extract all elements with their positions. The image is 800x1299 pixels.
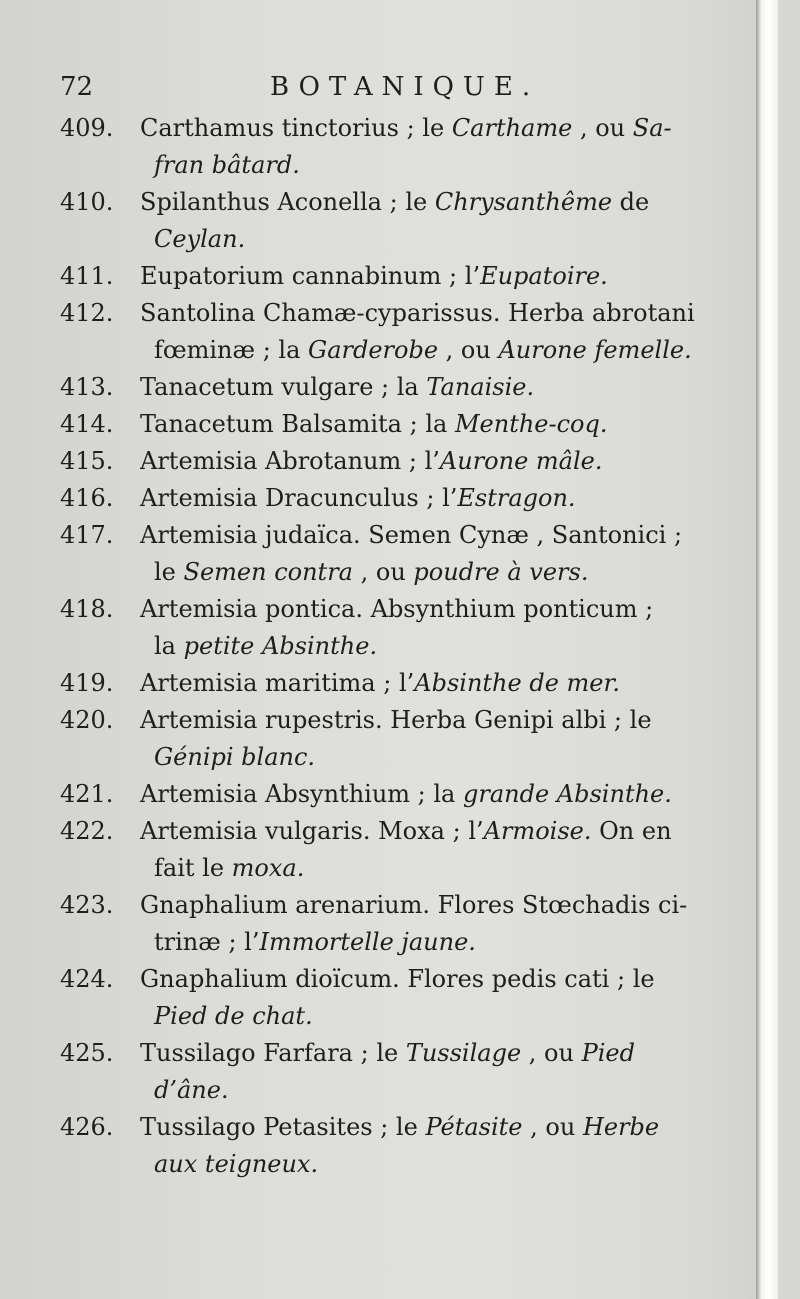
french-name: Absinthe de mer. (414, 669, 620, 697)
entry-text (140, 369, 720, 406)
entry-segment: fœminæ ; la (154, 336, 309, 364)
french-name: Armoise. (483, 817, 592, 845)
entry-number: 416. (60, 484, 114, 512)
entry-segment: Artemisia Abrotanum ; l’ (140, 447, 440, 475)
entry-number: 424. (60, 965, 114, 993)
entry-segment: , ou (572, 114, 633, 142)
entry-text (140, 1109, 720, 1183)
french-name: Carthame (451, 114, 573, 142)
list-item (60, 591, 720, 665)
entry-number: 422. (60, 817, 114, 845)
entry-segment: , ou (352, 558, 414, 586)
entry-segment: Gnaphalium dioïcum. Flores pedis cati ; le (140, 965, 655, 993)
list-item (60, 480, 720, 517)
entry-text (140, 295, 720, 369)
french-name: Eupatoire. (480, 262, 608, 290)
entry-line (140, 850, 716, 887)
entry-text (140, 776, 720, 813)
entry-segment: , ou (522, 1113, 583, 1141)
list-item (60, 369, 720, 406)
french-name: moxa. (231, 854, 305, 882)
french-name: Herbe (582, 1113, 660, 1141)
entry-number: 414. (60, 410, 114, 438)
entry-text (140, 480, 720, 517)
entry-line (140, 1072, 716, 1109)
french-name: aux teigneux. (154, 1150, 319, 1178)
french-name: Pied de chat. (154, 1002, 313, 1030)
list-item (60, 184, 720, 258)
entry-line (140, 1146, 716, 1183)
entry-line (140, 739, 716, 776)
entry-line (140, 480, 716, 517)
french-name: Génipi blanc. (154, 743, 316, 771)
page-header (60, 72, 660, 112)
entry-number: 419. (60, 669, 114, 697)
entry-segment: Artemisia Absynthium ; la (140, 780, 463, 808)
french-name: Ceylan. (154, 225, 246, 253)
entry-line (140, 1035, 716, 1072)
entry-line (140, 221, 716, 258)
entry-segment: Tussilago Farfara ; le (140, 1039, 406, 1067)
entry-number: 418. (60, 595, 114, 623)
page-number: 72 (60, 72, 94, 102)
entry-line (140, 406, 716, 443)
list-item (60, 517, 720, 591)
entry-line (140, 924, 716, 961)
list-item (60, 887, 720, 961)
entry-segment: le (154, 558, 184, 586)
entry-segment: Artemisia vulgaris. Moxa ; l’ (140, 817, 484, 845)
entry-text (140, 443, 720, 480)
entry-segment: trinæ ; l’ (154, 928, 260, 956)
entry-list (60, 110, 720, 1183)
french-name: Pétasite (425, 1113, 523, 1141)
entry-line (140, 591, 716, 628)
entry-segment: Artemisia maritima ; l’ (140, 669, 415, 697)
entry-segment: Artemisia judaïca. Semen Cynæ , Santonici ; (140, 521, 683, 549)
page-edge (756, 0, 778, 1299)
entry-text (140, 110, 720, 184)
entry-text (140, 184, 720, 258)
entry-segment: fait le (154, 854, 232, 882)
entry-segment: , ou (438, 336, 499, 364)
entry-line (140, 961, 716, 998)
french-name: Aurone mâle. (439, 447, 603, 475)
entry-text (140, 813, 720, 887)
entry-line (140, 813, 716, 850)
list-item (60, 961, 720, 1035)
list-item (60, 258, 720, 295)
entry-number: 417. (60, 521, 114, 549)
entry-line (140, 147, 716, 184)
entry-line (140, 110, 716, 147)
list-item (60, 813, 720, 887)
entry-line (140, 998, 716, 1035)
entry-line (140, 665, 716, 702)
french-name: grande Absinthe. (463, 780, 672, 808)
entry-line (140, 332, 716, 369)
entry-line (140, 258, 716, 295)
entry-line (140, 554, 716, 591)
entry-segment: , ou (521, 1039, 582, 1067)
entry-segment: Artemisia rupestris. Herba Genipi albi ; le (140, 706, 652, 734)
entry-text (140, 406, 720, 443)
entry-line (140, 295, 716, 332)
entry-segment: de (612, 188, 650, 216)
entry-segment: Tussilago Petasites ; le (140, 1113, 426, 1141)
entry-segment: Santolina Chamæ-cyparissus. Herba abrotani (140, 299, 695, 327)
french-name: d’âne. (154, 1076, 229, 1104)
entry-segment: Tanacetum Balsamita ; la (140, 410, 455, 438)
entry-line (140, 628, 716, 665)
entry-number: 415. (60, 447, 114, 475)
entry-text (140, 517, 720, 591)
entry-text (140, 1035, 720, 1109)
french-name: Semen contra (183, 558, 353, 586)
entry-line (140, 517, 716, 554)
entry-line (140, 1109, 716, 1146)
list-item (60, 1109, 720, 1183)
french-name: Garderobe (308, 336, 439, 364)
running-head: BOTANIQUE. (270, 72, 540, 102)
entry-text (140, 591, 720, 665)
entry-segment: Artemisia pontica. Absynthium ponticum ; (140, 595, 654, 623)
entry-number: 426. (60, 1113, 114, 1141)
entry-number: 409. (60, 114, 114, 142)
entry-line (140, 702, 716, 739)
entry-line (140, 184, 716, 221)
entry-number: 421. (60, 780, 114, 808)
list-item (60, 110, 720, 184)
entry-text (140, 702, 720, 776)
entry-line (140, 369, 716, 406)
entry-segment: Tanacetum vulgare ; la (140, 373, 427, 401)
list-item (60, 443, 720, 480)
list-item (60, 1035, 720, 1109)
french-name: Chrysanthême (434, 188, 613, 216)
entry-text (140, 887, 720, 961)
entry-number: 423. (60, 891, 114, 919)
list-item (60, 702, 720, 776)
french-name: Estragon. (457, 484, 576, 512)
list-item (60, 776, 720, 813)
entry-segment: Artemisia Dracunculus ; l’ (140, 484, 458, 512)
french-name: Tanaisie. (426, 373, 535, 401)
entry-segment: la (154, 632, 184, 660)
french-name: Pied (581, 1039, 635, 1067)
entry-number: 411. (60, 262, 114, 290)
entry-segment: Gnaphalium arenarium. Flores Stœchadis ci- (140, 891, 688, 919)
french-name: Menthe-coq. (454, 410, 608, 438)
list-item (60, 295, 720, 369)
entry-text (140, 258, 720, 295)
list-item (60, 665, 720, 702)
french-name: Sa- (632, 114, 672, 142)
entry-line (140, 776, 716, 813)
french-name: Immortelle jaune. (259, 928, 476, 956)
list-item (60, 406, 720, 443)
entry-text (140, 665, 720, 702)
french-name: poudre à vers. (413, 558, 589, 586)
french-name: fran bâtard. (154, 151, 300, 179)
entry-number: 410. (60, 188, 114, 216)
entry-segment: Carthamus tinctorius ; le (140, 114, 452, 142)
entry-number: 413. (60, 373, 114, 401)
entry-number: 425. (60, 1039, 114, 1067)
french-name: Tussilage (405, 1039, 522, 1067)
entry-segment: On en (591, 817, 672, 845)
entry-line (140, 887, 716, 924)
entry-number: 420. (60, 706, 114, 734)
entry-line (140, 443, 716, 480)
french-name: petite Absinthe. (183, 632, 378, 660)
entry-segment: Spilanthus Aconella ; le (140, 188, 435, 216)
entry-segment: Eupatorium cannabinum ; l’ (140, 262, 481, 290)
entry-text (140, 961, 720, 1035)
french-name: Aurone femelle. (498, 336, 692, 364)
entry-number: 412. (60, 299, 114, 327)
